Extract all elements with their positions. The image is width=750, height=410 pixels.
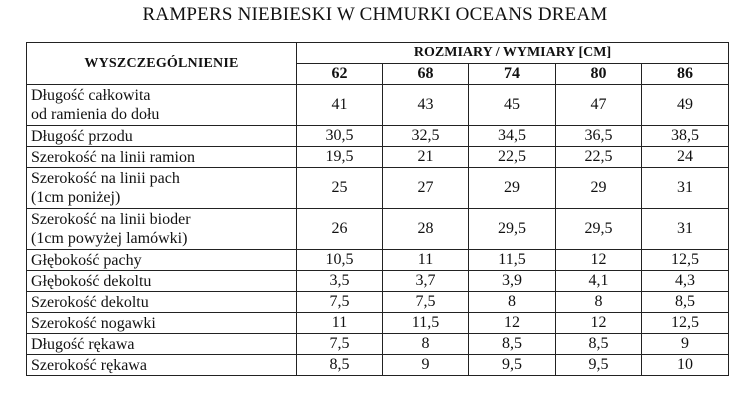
table-row <box>27 209 729 250</box>
table-cell: 29,5 <box>469 209 556 250</box>
row-label-line: Głębokość pachy <box>31 251 142 269</box>
table-row <box>27 250 729 271</box>
row-label <box>27 250 297 271</box>
table-cell: 4,1 <box>556 271 642 292</box>
table-row <box>27 85 729 126</box>
row-label <box>27 168 297 209</box>
table-cell: 34,5 <box>469 126 556 147</box>
table-cell: 29 <box>469 168 556 209</box>
row-label <box>27 292 297 313</box>
table-row <box>27 147 729 168</box>
table-cell: 19,5 <box>297 147 383 168</box>
table-cell: 10,5 <box>297 250 383 271</box>
page-title: RAMPERS NIEBIESKI W CHMURKI OCEANS DREAM <box>142 4 608 25</box>
table-cell: 3,9 <box>469 271 556 292</box>
table-row <box>27 355 729 376</box>
sizes-group-header: ROZMIARY / WYMIARY [CM] <box>297 43 729 64</box>
table-cell: 43 <box>383 85 469 126</box>
table-cell: 7,5 <box>297 292 383 313</box>
table-cell: 12 <box>469 313 556 334</box>
table-cell: 36,5 <box>556 126 642 147</box>
table-row <box>27 271 729 292</box>
size-header: 86 <box>642 64 729 85</box>
table-cell: 7,5 <box>297 334 383 355</box>
table-cell: 8 <box>469 292 556 313</box>
table-cell: 8,5 <box>297 355 383 376</box>
table-cell: 27 <box>383 168 469 209</box>
table-cell: 38,5 <box>642 126 729 147</box>
table-cell: 11 <box>383 250 469 271</box>
row-label-line: Szerokość nogawki <box>31 314 156 332</box>
table-cell: 41 <box>297 85 383 126</box>
table-cell: 11 <box>297 313 383 334</box>
table-cell: 12,5 <box>642 250 729 271</box>
table-cell: 28 <box>383 209 469 250</box>
table-row <box>27 292 729 313</box>
header-row-groups <box>27 43 729 64</box>
table-cell: 29,5 <box>556 209 642 250</box>
size-header: 74 <box>469 64 556 85</box>
row-label-line: Długość rękawa <box>31 335 135 353</box>
table-cell: 26 <box>297 209 383 250</box>
row-label-line: (1cm powyżej lamówki) <box>31 230 188 247</box>
table-cell: 3,5 <box>297 271 383 292</box>
table-cell: 31 <box>642 209 729 250</box>
table-cell: 12,5 <box>642 313 729 334</box>
row-label-line: Szerokość na linii bioder <box>31 211 191 228</box>
row-label <box>27 147 297 168</box>
row-label-line: Długość przodu <box>31 127 133 145</box>
table-cell: 22,5 <box>469 147 556 168</box>
table-cell: 7,5 <box>383 292 469 313</box>
table-row <box>27 168 729 209</box>
table-cell: 31 <box>642 168 729 209</box>
table-row <box>27 313 729 334</box>
table-row <box>27 334 729 355</box>
row-label-line: (1cm poniżej) <box>31 189 121 206</box>
row-label-line: Głębokość dekoltu <box>31 272 152 290</box>
row-label-line: od ramienia do dołu <box>31 106 160 123</box>
table-cell: 8,5 <box>556 334 642 355</box>
spec-column-header: WYSZCZEGÓLNIENIE <box>27 43 297 85</box>
row-label-line: Szerokość na linii pach <box>31 170 180 187</box>
table-cell: 9,5 <box>469 355 556 376</box>
row-label <box>27 313 297 334</box>
table-cell: 8,5 <box>469 334 556 355</box>
table-cell: 30,5 <box>297 126 383 147</box>
table-cell: 12 <box>556 250 642 271</box>
table-cell: 45 <box>469 85 556 126</box>
table-cell: 8 <box>556 292 642 313</box>
table-cell: 9 <box>642 334 729 355</box>
table-cell: 22,5 <box>556 147 642 168</box>
row-label <box>27 355 297 376</box>
row-label-line: Szerokość na linii ramion <box>31 148 195 166</box>
table-cell: 32,5 <box>383 126 469 147</box>
table-cell: 25 <box>297 168 383 209</box>
table-cell: 9 <box>383 355 469 376</box>
table-cell: 8 <box>383 334 469 355</box>
size-header: 80 <box>556 64 642 85</box>
table-cell: 11,5 <box>383 313 469 334</box>
table-cell: 9,5 <box>556 355 642 376</box>
row-label <box>27 271 297 292</box>
table-cell: 8,5 <box>642 292 729 313</box>
size-header: 68 <box>383 64 469 85</box>
row-label <box>27 126 297 147</box>
table-cell: 3,7 <box>383 271 469 292</box>
row-label <box>27 334 297 355</box>
table-cell: 49 <box>642 85 729 126</box>
table-cell: 4,3 <box>642 271 729 292</box>
table-row <box>27 126 729 147</box>
table-cell: 12 <box>556 313 642 334</box>
table-cell: 21 <box>383 147 469 168</box>
size-header: 62 <box>297 64 383 85</box>
table-cell: 24 <box>642 147 729 168</box>
row-label-line: Szerokość dekoltu <box>31 293 149 311</box>
table-cell: 10 <box>642 355 729 376</box>
table-cell: 11,5 <box>469 250 556 271</box>
size-chart-table <box>26 42 729 376</box>
table-cell: 47 <box>556 85 642 126</box>
row-label <box>27 209 297 250</box>
table-cell: 29 <box>556 168 642 209</box>
row-label <box>27 85 297 126</box>
row-label-line: Długość całkowita <box>31 87 151 104</box>
row-label-line: Szerokość rękawa <box>31 356 147 374</box>
